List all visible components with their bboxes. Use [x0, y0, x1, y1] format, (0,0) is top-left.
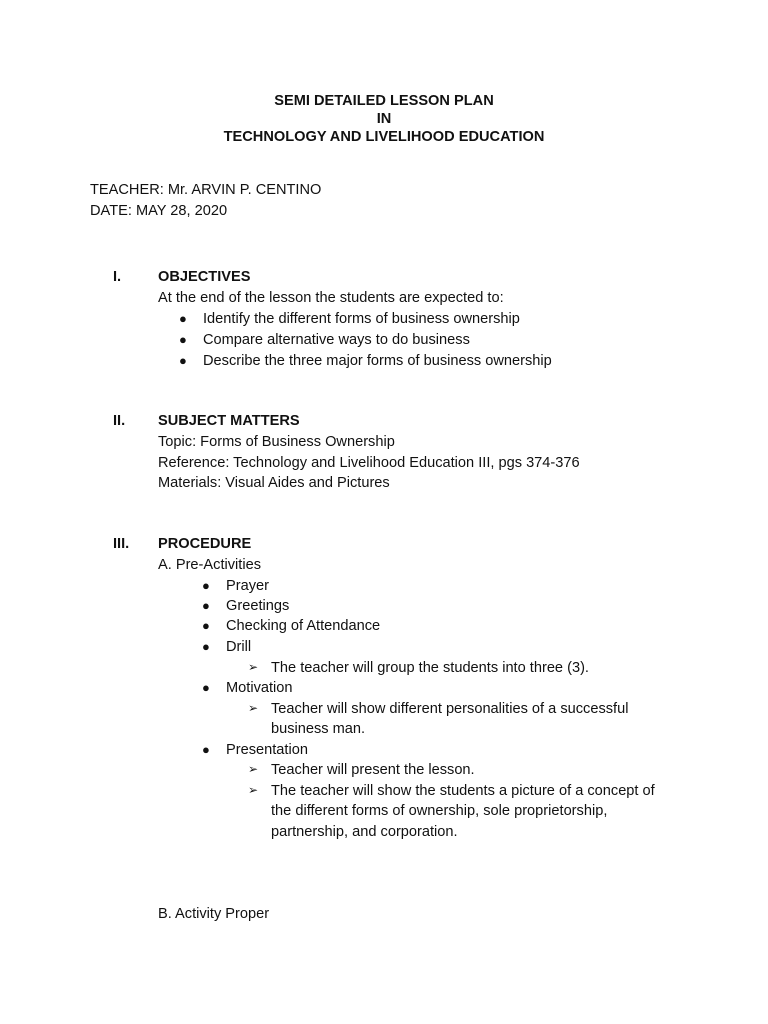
subject-numeral: II. — [113, 413, 126, 429]
procedure-drill-sub: The teacher will group the students into three (3). — [271, 660, 589, 676]
objective-item: Compare alternative ways to do business — [203, 332, 470, 348]
procedure-presentation-sub2-line2: the different forms of ownership, sole proprietorship, — [271, 803, 608, 819]
bullet-dot-icon: ● — [202, 639, 210, 654]
bullet-dot-icon: ● — [179, 353, 187, 368]
arrow-bullet-icon: ➢ — [248, 783, 259, 797]
procedure-motivation-sub-line2: business man. — [271, 721, 366, 737]
procedure-part-b: B. Activity Proper — [158, 906, 270, 922]
procedure-item-prayer: Prayer — [226, 578, 269, 594]
bullet-dot-icon: ● — [202, 618, 210, 633]
procedure-part-a: A. Pre-Activities — [158, 557, 261, 573]
subject-materials: Materials: Visual Aides and Pictures — [158, 475, 390, 491]
arrow-bullet-icon: ➢ — [248, 762, 259, 776]
procedure-item-attendance: Checking of Attendance — [226, 618, 381, 634]
procedure-presentation-sub2-line3: partnership, and corporation. — [271, 824, 458, 840]
arrow-bullet-icon: ➢ — [248, 701, 259, 715]
procedure-motivation-sub-line1: Teacher will show different personalities of a successful — [271, 701, 629, 717]
objectives-intro: At the end of the lesson the students are expected to: — [158, 290, 504, 306]
objectives-heading: OBJECTIVES — [158, 269, 251, 285]
bullet-dot-icon: ● — [179, 311, 187, 326]
procedure-item-motivation: Motivation — [226, 680, 293, 696]
subject-heading: SUBJECT MATTERS — [158, 413, 300, 429]
procedure-numeral: III. — [113, 536, 130, 552]
date-line: DATE: MAY 28, 2020 — [90, 203, 228, 219]
objective-item: Describe the three major forms of business ownership — [203, 353, 552, 369]
bullet-dot-icon: ● — [179, 332, 187, 347]
procedure-heading: PROCEDURE — [158, 536, 252, 552]
objective-item: Identify the different forms of business ownership — [203, 311, 520, 327]
subject-reference: Reference: Technology and Livelihood Education III, pgs 374-376 — [158, 455, 580, 471]
objectives-numeral: I. — [113, 269, 122, 285]
bullet-dot-icon: ● — [202, 680, 210, 695]
procedure-item-drill: Drill — [226, 639, 252, 655]
title-line-1: SEMI DETAILED LESSON PLAN — [274, 93, 494, 109]
procedure-presentation-sub2-line1: The teacher will show the students a picture of a concept of — [271, 783, 655, 799]
bullet-dot-icon: ● — [202, 742, 210, 757]
subject-topic: Topic: Forms of Business Ownership — [158, 434, 395, 450]
procedure-item-greetings: Greetings — [226, 598, 290, 614]
bullet-dot-icon: ● — [202, 598, 210, 613]
procedure-item-presentation: Presentation — [226, 742, 308, 758]
arrow-bullet-icon: ➢ — [248, 660, 259, 674]
title-line-2: IN — [376, 111, 392, 127]
title-line-3: TECHNOLOGY AND LIVELIHOOD EDUCATION — [223, 129, 545, 145]
teacher-line: TEACHER: Mr. ARVIN P. CENTINO — [90, 182, 322, 198]
bullet-dot-icon: ● — [202, 578, 210, 593]
procedure-presentation-sub1: Teacher will present the lesson. — [271, 762, 475, 778]
